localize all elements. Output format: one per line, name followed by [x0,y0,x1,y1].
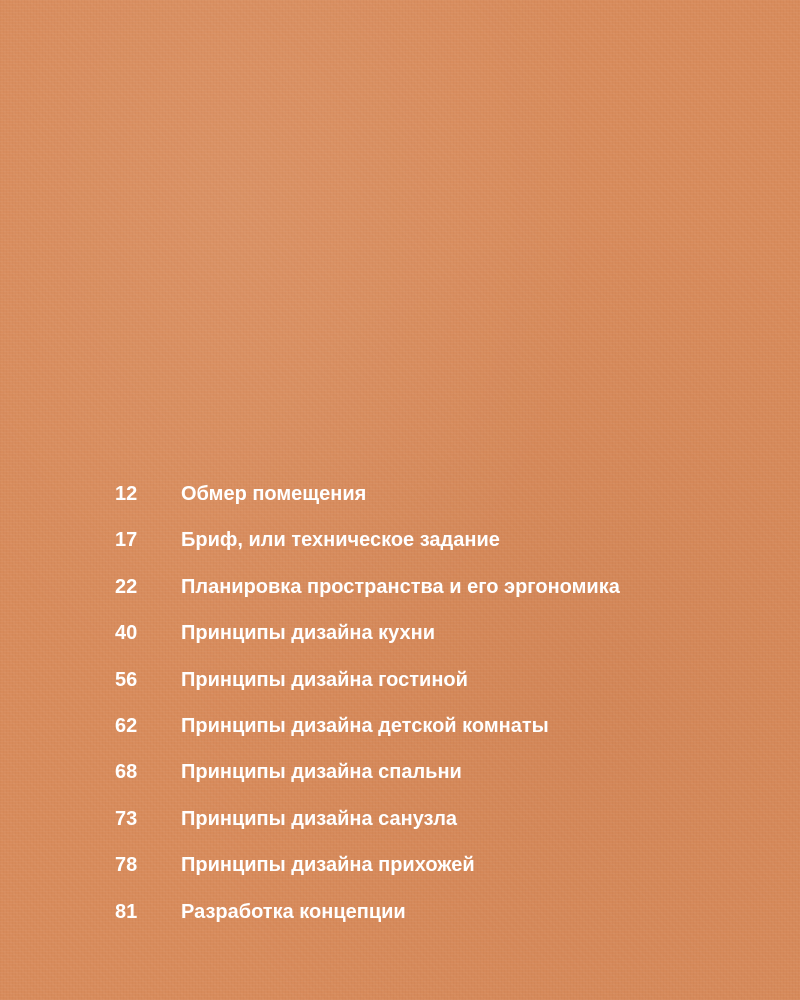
toc-entry[interactable] [0,664,800,710]
toc-chapter-title: Принципы дизайна детской комнаты [181,714,549,737]
toc-page-number: 56 [115,668,138,691]
toc-chapter-title: Принципы дизайна санузла [181,807,458,830]
toc-entry[interactable] [0,617,800,663]
toc-entry[interactable] [0,524,800,570]
toc-chapter-title: Бриф, или техническое задание [181,529,500,552]
toc-chapter-title: Принципы дизайна спальни [181,761,462,784]
toc-entry[interactable] [0,571,800,617]
table-of-contents [0,478,800,942]
toc-page-number: 22 [115,575,138,598]
toc-entry[interactable] [0,849,800,895]
toc-entry[interactable] [0,478,800,524]
toc-page-number: 78 [115,854,138,877]
toc-page-number: 17 [115,529,138,552]
toc-page-number: 73 [115,807,138,830]
toc-page-number: 12 [115,483,138,505]
toc-chapter-title: Принципы дизайна прихожей [181,854,475,877]
toc-page-number: 40 [115,622,138,645]
toc-chapter-title: Планировка пространства и его эргономика [181,575,620,598]
toc-page-number: 81 [115,900,138,923]
toc-chapter-title: Принципы дизайна кухни [181,622,435,645]
toc-entry[interactable] [0,803,800,849]
toc-page-number: 68 [115,761,138,784]
toc-entry[interactable] [0,710,800,756]
toc-page-number: 62 [115,714,138,737]
toc-chapter-title: Разработка концепции [181,900,406,923]
toc-entry[interactable] [0,756,800,802]
toc-entry[interactable] [0,896,800,942]
toc-chapter-title: Принципы дизайна гостиной [181,668,468,691]
toc-chapter-title: Обмер помещения [181,483,367,505]
